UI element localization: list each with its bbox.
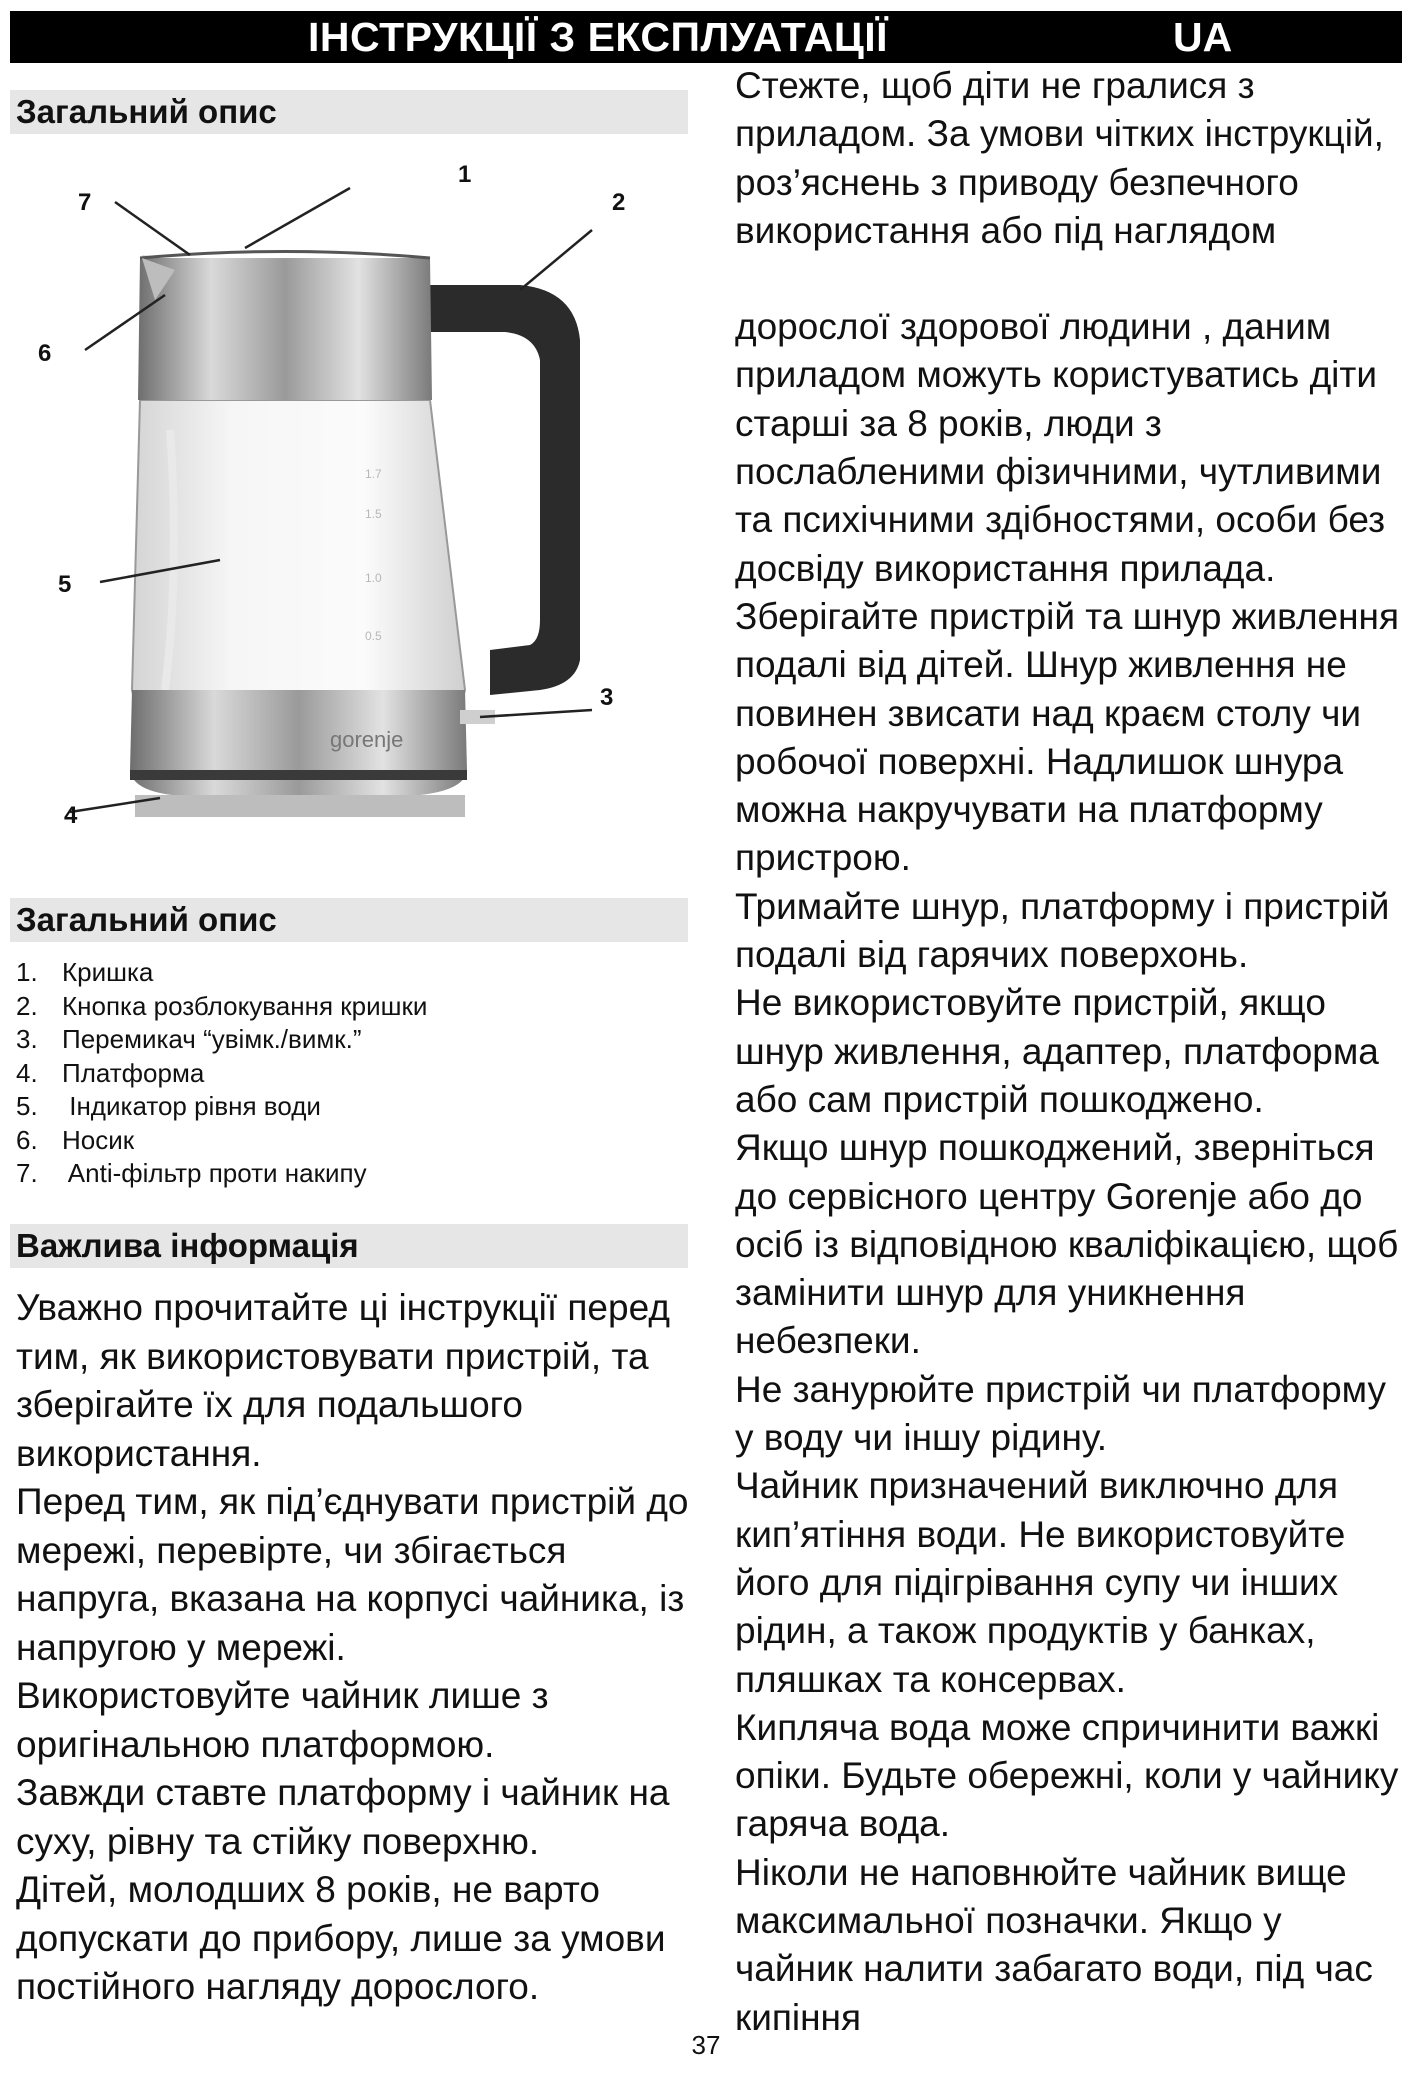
list-item: 4. Платформа <box>16 1057 205 1088</box>
paragraph: Перед тим, як під’єднувати пристрій до мережі, перевірте, чи збігається напруга, вказана на корпусі чайника, із напругою у мережі. <box>16 1481 689 1668</box>
paragraph: Уважно прочитайте ці інструкції перед тим, як використовувати пристрій, та зберігайте їх для подальшого використання. <box>16 1287 670 1474</box>
language-code: UA <box>1173 14 1233 60</box>
paragraph: Чайник призначений виключно для кип’ятіння води. Не використовуйте його для підігрівання супу чи інших рідин, а також продуктів у банках, пляшках та консервах. <box>735 1465 1346 1700</box>
list-item: 1. Кришка <box>16 957 154 987</box>
header-title: ІНСТРУКЦІЇ З ЕКСПЛУАТАЦІЇ <box>308 14 888 60</box>
list-item: 2. Кнопка розблокування кришки <box>16 990 428 1021</box>
list-item: 5. Індикатор рівня води <box>16 1091 321 1121</box>
paragraph: Тримайте шнур, платформу і пристрій подалі від гарячих поверхонь. <box>735 885 1390 976</box>
left-column-text <box>16 1284 696 2012</box>
callout-number: 1 <box>458 161 472 188</box>
paragraph: Не використовуйте пристрій, якщо шнур живлення, адаптер, платформа або сам пристрій пошкоджено. <box>735 982 1379 1120</box>
paragraph: Завжди ставте платформу і чайник на суху, рівну та стійку поверхню. <box>16 1772 670 1862</box>
right-column-text <box>735 62 1407 2042</box>
brand-logo-text: gorenje <box>330 727 404 752</box>
gauge-mark: 1.0 <box>365 571 382 585</box>
gauge-mark: 1.5 <box>365 507 382 521</box>
paragraph: Ніколи не наповнюйте чайник вище максимальної позначки. Якщо у чайник налити забагато води, під час кипіння <box>735 1851 1373 2038</box>
section-heading-general: Загальний опис <box>10 898 688 942</box>
callout-number: 7 <box>78 189 92 216</box>
callout-number: 4 <box>64 802 78 829</box>
paragraph: Кипляча вода може спричинити важкі опіки. Будьте обережні, коли у чайнику гаряча вода. <box>735 1706 1399 1845</box>
gauge-mark: 1.7 <box>365 467 382 481</box>
callout-number: 6 <box>38 340 52 367</box>
page-number: 37 <box>691 2030 721 2060</box>
kettle-illustration <box>20 150 680 850</box>
section-heading-important: Важлива інформація <box>10 1224 688 1268</box>
paragraph: Не занурюйте пристрій чи платформу у воду чи іншу рідину. <box>735 1368 1387 1459</box>
header-banner <box>10 11 1402 63</box>
parts-list <box>16 956 427 1191</box>
list-item: 6. Носик <box>16 1124 135 1155</box>
paragraph: дорослої здорової людини , даним приладом можуть користуватись діти старші за 8 років, люди з послабленими фізичними, чутливими та психічними здібностями, особи без досвіду використання прилада. <box>735 306 1386 589</box>
paragraph: Використовуйте чайник лише з оригінальною платформою. <box>16 1675 549 1765</box>
list-item: 7. Anti-фільтр проти накипу <box>16 1158 367 1188</box>
callout-number: 2 <box>612 189 626 216</box>
paragraph: Дітей, молодших 8 років, не варто допускати до прибору, лише за умови постійного нагляду дорослого. <box>16 1869 666 2007</box>
gauge-mark: 0.5 <box>365 629 382 643</box>
paragraph: Стежте, щоб діти не гралися з приладом. За умови чітких інструкцій, роз’яснень з приводу безпечного використання або під наглядом <box>735 65 1384 251</box>
paragraph: Якщо шнур пошкоджений, зверніться до сервісного центру Gorenje або до осіб із відповідною кваліфікацією, щоб замінити шнур для уникнення небезпеки. <box>735 1127 1399 1362</box>
list-item: 3. Перемикач “увімк./вимк.” <box>16 1024 362 1054</box>
section-heading-general-top: Загальний опис <box>10 90 688 134</box>
callout-number: 5 <box>58 571 72 598</box>
paragraph: Зберігайте пристрій та шнур живлення подалі від дітей. Шнур живлення не повинен звисати над краєм столу чи робочої поверхні. Надлишок шнура можна накручувати на платформу пристрою. <box>735 595 1400 879</box>
callout-number: 3 <box>600 684 614 711</box>
